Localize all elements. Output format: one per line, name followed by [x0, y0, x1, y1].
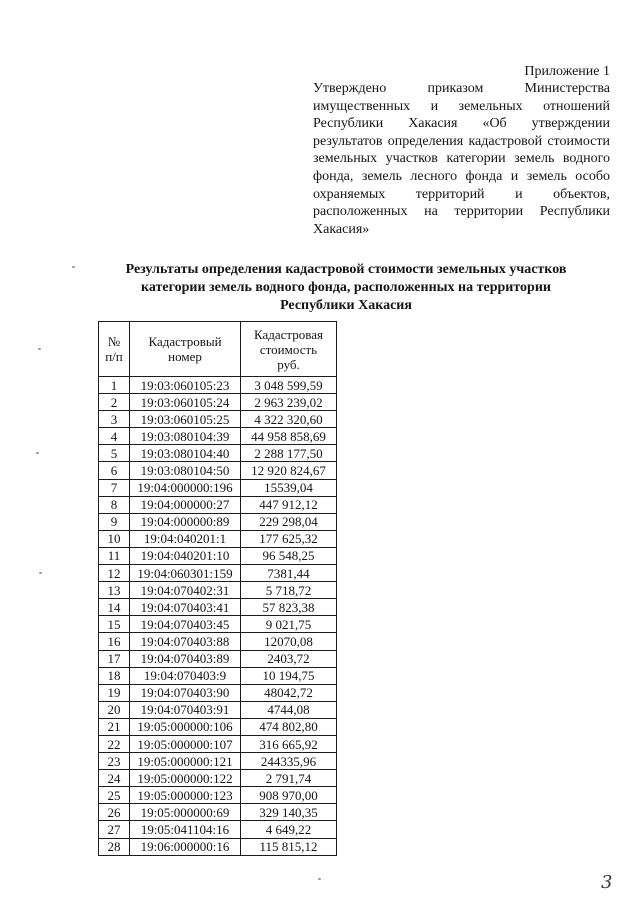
cadastral-number-cell: 19:04:060301:159 [130, 565, 241, 582]
cadastral-value-cell: 48042,72 [241, 684, 337, 701]
table-row [99, 838, 337, 855]
cadastral-value-cell: 329 140,35 [241, 804, 337, 821]
cadastral-number-cell: 19:03:080104:50 [130, 462, 241, 479]
cadastral-value-cell: 4 649,22 [241, 821, 337, 838]
table-row [99, 547, 337, 564]
page-number: 3 [601, 872, 613, 893]
row-number-cell: 17 [99, 650, 130, 667]
table-row [99, 462, 337, 479]
cadastral-value-cell: 15539,04 [241, 479, 337, 496]
table-row [99, 411, 337, 428]
table-row [99, 513, 337, 530]
cadastral-number-cell: 19:04:070403:41 [130, 599, 241, 616]
cadastral-value-cell: 2403,72 [241, 650, 337, 667]
cadastral-value-cell: 44 958 858,69 [241, 428, 337, 445]
cadastral-number-cell: 19:04:000000:196 [130, 479, 241, 496]
cadastral-value-cell: 2 288 177,50 [241, 445, 337, 462]
table-row [99, 479, 337, 496]
cadastral-number-cell: 19:05:000000:107 [130, 735, 241, 752]
table-row [99, 735, 337, 752]
cadastral-number-cell: 19:05:000000:69 [130, 804, 241, 821]
cadastral-value-cell: 10 194,75 [241, 667, 337, 684]
cadastral-number-cell: 19:04:040201:10 [130, 547, 241, 564]
cadastral-number-cell: 19:03:060105:25 [130, 411, 241, 428]
cadastral-value-cell: 115 815,12 [241, 838, 337, 855]
table-row [99, 787, 337, 804]
cadastral-number-cell: 19:05:000000:123 [130, 787, 241, 804]
row-number-cell: 7 [99, 479, 130, 496]
cadastral-number-cell: 19:04:000000:89 [130, 513, 241, 530]
row-number-cell: 28 [99, 838, 130, 855]
cadastral-number-cell: 19:05:000000:121 [130, 753, 241, 770]
cadastral-value-cell: 3 048 599,59 [241, 377, 337, 394]
row-number-cell: 15 [99, 616, 130, 633]
row-number-cell: 25 [99, 787, 130, 804]
cadastral-number-cell: 19:04:070403:9 [130, 667, 241, 684]
document-title [106, 261, 586, 315]
cadastral-number-cell: 19:04:070402:31 [130, 582, 241, 599]
row-number-cell: 19 [99, 684, 130, 701]
row-number-cell: 9 [99, 513, 130, 530]
row-number-cell: 4 [99, 428, 130, 445]
cadastral-number-cell: 19:03:060105:23 [130, 377, 241, 394]
table-body [99, 377, 337, 856]
table-row [99, 565, 337, 582]
cadastral-value-cell: 474 802,80 [241, 718, 337, 735]
cadastral-value-cell: 2 963 239,02 [241, 394, 337, 411]
scan-speck [39, 572, 42, 574]
header-row-number [99, 322, 130, 377]
cadastral-number-cell: 19:03:080104:40 [130, 445, 241, 462]
approval-text: Утверждено приказом Министерства имущественных и земельных отношений Республики Хакасия «Об утверждении результатов определения кадастровой стоимости земельных участков категории земель водного фонда, земель лесного фонда и земель особо охраняемых территорий и объектов, расположенных на территории Республики Хакасия» [313, 81, 610, 237]
table-row [99, 582, 337, 599]
table-row [99, 394, 337, 411]
cadastral-value-cell: 12 920 824,67 [241, 462, 337, 479]
cadastral-value-cell: 316 665,92 [241, 735, 337, 752]
cadastral-value-cell: 244335,96 [241, 753, 337, 770]
cadastral-number-cell: 19:04:040201:1 [130, 530, 241, 547]
row-number-cell: 24 [99, 770, 130, 787]
cadastral-number-cell: 19:03:060105:24 [130, 394, 241, 411]
row-number-cell: 1 [99, 377, 130, 394]
cadastral-number-cell: 19:06:000000:16 [130, 838, 241, 855]
cadastral-value-cell: 4 322 320,60 [241, 411, 337, 428]
row-number-cell: 8 [99, 496, 130, 513]
cadastral-number-cell: 19:05:000000:122 [130, 770, 241, 787]
row-number-cell: 13 [99, 582, 130, 599]
header-cadastral-number-line-2: номер [168, 349, 202, 364]
header-row-number-line-2: п/п [105, 349, 123, 364]
appendix-label: Приложение 1 [524, 64, 610, 79]
cadastral-value-cell: 908 970,00 [241, 787, 337, 804]
cadastral-value-cell: 5 718,72 [241, 582, 337, 599]
cadastral-number-cell: 19:04:070403:88 [130, 633, 241, 650]
table-row [99, 650, 337, 667]
table-row [99, 616, 337, 633]
cadastral-number-cell: 19:04:070403:91 [130, 701, 241, 718]
table-row [99, 667, 337, 684]
cadastral-number-cell: 19:03:080104:39 [130, 428, 241, 445]
scan-speck [318, 878, 321, 880]
cadastral-value-cell: 57 823,38 [241, 599, 337, 616]
row-number-cell: 18 [99, 667, 130, 684]
row-number-cell: 21 [99, 718, 130, 735]
table-row [99, 428, 337, 445]
table-row [99, 770, 337, 787]
cadastral-value-cell: 4744,08 [241, 701, 337, 718]
cadastral-value-cell: 7381,44 [241, 565, 337, 582]
cadastral-value-cell: 96 548,25 [241, 547, 337, 564]
document-title-line-3: Республики Хакасия [280, 298, 412, 313]
row-number-cell: 22 [99, 735, 130, 752]
cadastral-number-cell: 19:05:041104:16 [130, 821, 241, 838]
row-number-cell: 6 [99, 462, 130, 479]
cadastral-number-cell: 19:04:070403:90 [130, 684, 241, 701]
table-row [99, 821, 337, 838]
header-row-number-line-1: № [107, 334, 121, 349]
table-header-row [99, 322, 337, 377]
row-number-cell: 14 [99, 599, 130, 616]
row-number-cell: 5 [99, 445, 130, 462]
row-number-cell: 12 [99, 565, 130, 582]
header-cadastral-value [241, 322, 337, 377]
cadastral-value-cell: 447 912,12 [241, 496, 337, 513]
table-row [99, 684, 337, 701]
row-number-cell: 11 [99, 547, 130, 564]
header-cadastral-number-line-1: Кадастровый [148, 334, 222, 349]
cadastral-value-cell: 2 791,74 [241, 770, 337, 787]
table-row [99, 804, 337, 821]
row-number-cell: 16 [99, 633, 130, 650]
scan-speck [38, 348, 41, 350]
cadastral-value-cell: 177 625,32 [241, 530, 337, 547]
table-row [99, 701, 337, 718]
table-row [99, 445, 337, 462]
table-row [99, 530, 337, 547]
scan-speck [36, 452, 39, 454]
table-row [99, 753, 337, 770]
cadastral-number-cell: 19:04:070403:89 [130, 650, 241, 667]
cadastral-value-cell: 12070,08 [241, 633, 337, 650]
table-row [99, 599, 337, 616]
row-number-cell: 2 [99, 394, 130, 411]
header-cadastral-value-line-3: руб. [277, 356, 300, 372]
document-title-line-2: категории земель водного фонда, расположенных на территории [141, 280, 551, 295]
header-cadastral-value-line-1: Кадастровая [254, 326, 323, 342]
row-number-cell: 27 [99, 821, 130, 838]
cadastral-number-cell: 19:05:000000:106 [130, 718, 241, 735]
header-cadastral-value-line-2: стоимость [259, 341, 318, 357]
row-number-cell: 26 [99, 804, 130, 821]
scan-speck [72, 266, 75, 268]
cadastral-value-cell: 9 021,75 [241, 616, 337, 633]
table-row [99, 633, 337, 650]
table-row [99, 496, 337, 513]
table-row [99, 377, 337, 394]
row-number-cell: 20 [99, 701, 130, 718]
cadastral-number-cell: 19:04:000000:27 [130, 496, 241, 513]
row-number-cell: 10 [99, 530, 130, 547]
row-number-cell: 23 [99, 753, 130, 770]
cadastral-number-cell: 19:04:070403:45 [130, 616, 241, 633]
row-number-cell: 3 [99, 411, 130, 428]
document-title-line-1: Результаты определения кадастровой стоимости земельных участков [125, 262, 567, 277]
cadastral-value-cell: 229 298,04 [241, 513, 337, 530]
header-cadastral-number [130, 322, 241, 377]
table-row [99, 718, 337, 735]
cadastral-value-table [98, 321, 337, 856]
